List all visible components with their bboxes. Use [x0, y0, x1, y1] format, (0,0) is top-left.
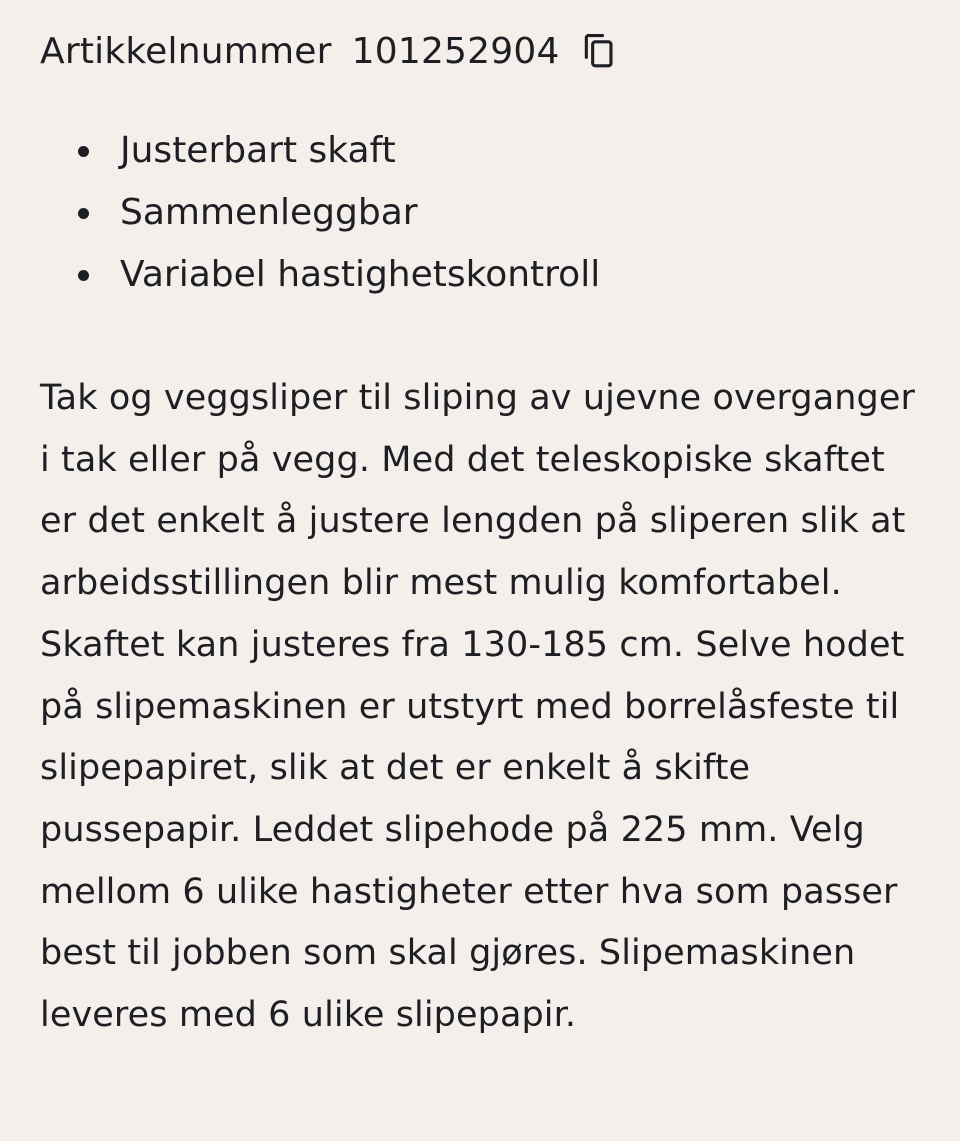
- list-item: [40, 120, 600, 182]
- article-number-label: Artikkelnummer: [40, 30, 332, 72]
- list-item: [40, 244, 600, 306]
- copy-icon: [582, 32, 616, 70]
- feature-text: Justerbart skaft: [120, 130, 396, 171]
- article-number-row: [40, 24, 616, 78]
- product-description: Tak og veggsliper til sliping av ujevne overganger i tak eller på vegg. Med det teleskopiske skaftet er det enkelt å justere lengden på sliperen slik at arbeidsstillingen blir mest mulig komfortabel. Skaftet kan justeres fra 130-185 cm. Selve hodet på slipemaskinen er utstyrt med borrelåsfeste til slipepapiret, slik at det er enkelt å skifte pussepapir. Leddet slipehode på 225 mm. Velg mellom 6 ulike hastigheter etter hva som passer best til jobben som skal gjøres. Slipemaskinen leveres med 6 ulike slipepapir.: [40, 378, 915, 1036]
- feature-list: [40, 120, 600, 306]
- copy-article-number-button[interactable]: [582, 32, 616, 70]
- bullet-icon: [78, 208, 89, 219]
- bullet-icon: [78, 146, 89, 157]
- bullet-icon: [78, 270, 89, 281]
- article-number-value: 101252904: [351, 30, 560, 72]
- feature-text: Variabel hastighetskontroll: [120, 254, 601, 295]
- list-item: [40, 182, 600, 244]
- feature-text: Sammenleggbar: [120, 192, 418, 233]
